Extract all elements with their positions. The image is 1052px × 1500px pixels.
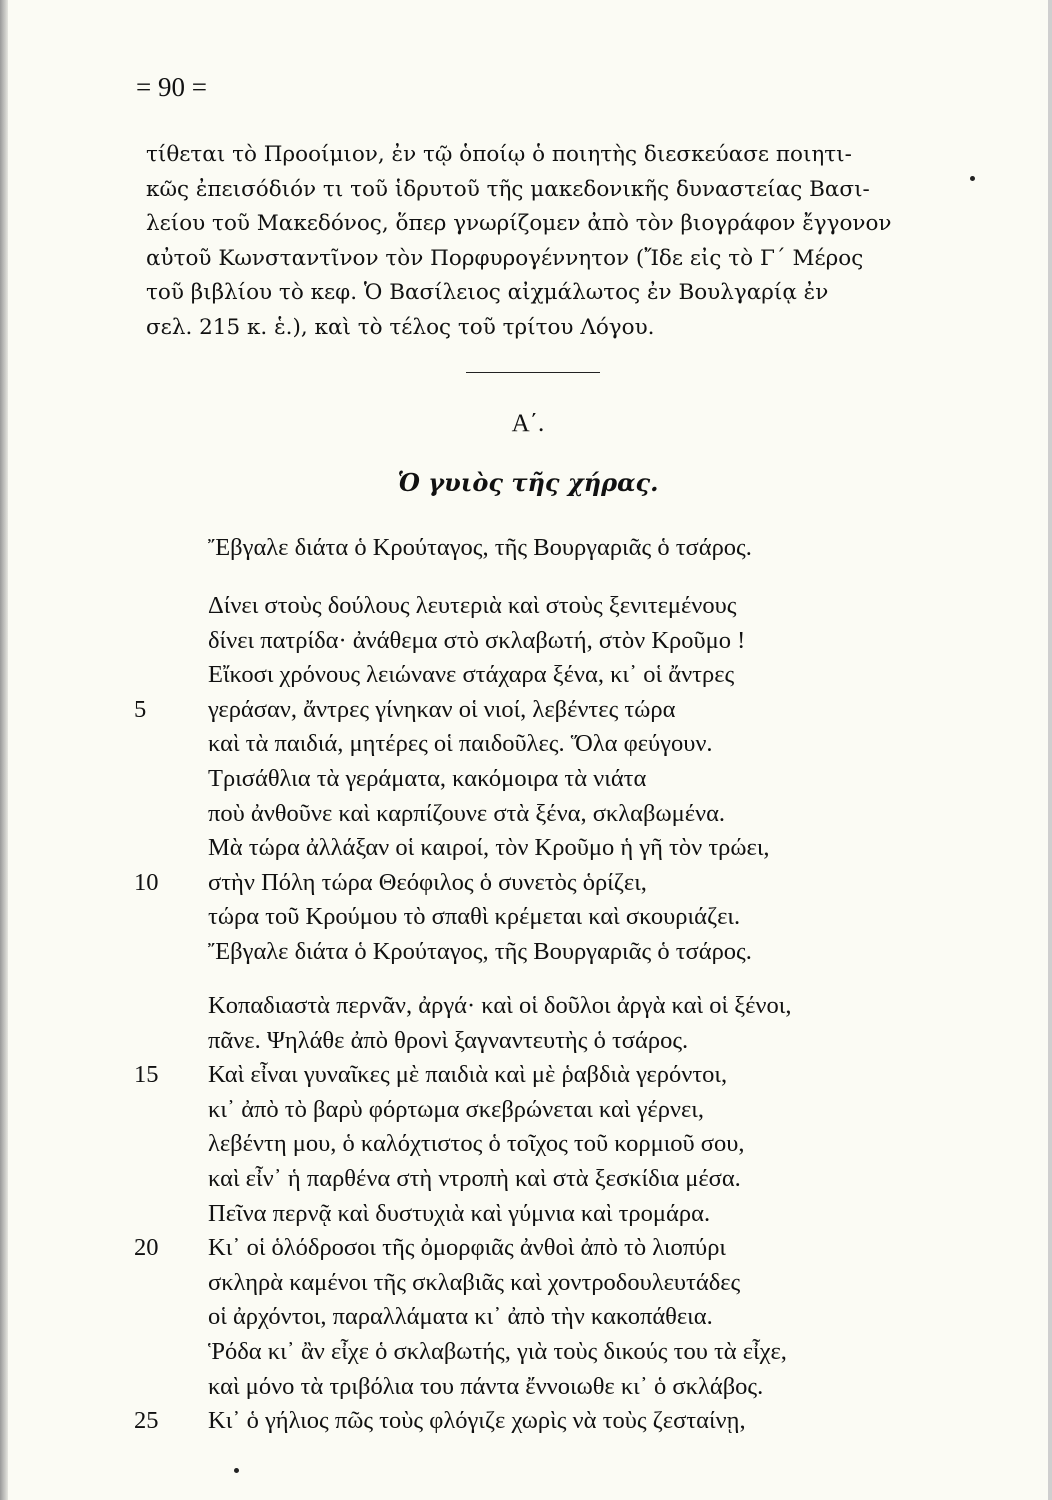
verse-text: ποὺ ἀνθοῦνε καὶ καρπίζουνε στὰ ξένα, σκλαβωμένα. xyxy=(208,799,726,827)
verse-line xyxy=(8,1027,1048,1062)
verse-text: Ἔβγαλε διάτα ὁ Κρούταγος, τῆς Βουργαριᾶς ὁ τσάρος. xyxy=(208,937,752,965)
verse-text: Ἔβγαλε διάτα ὁ Κρούταγος, τῆς Βουργαριᾶς ὁ τσάρος. xyxy=(208,534,752,561)
line-number: 15 xyxy=(134,1061,159,1089)
ink-mark xyxy=(970,176,975,181)
verse-line xyxy=(8,834,1048,869)
verse-line xyxy=(8,1269,1048,1304)
verse-line xyxy=(8,730,1048,765)
verse-line xyxy=(8,1096,1048,1131)
page-number-header: = 90 = xyxy=(136,72,207,102)
verse-text: Πεῖνα περνᾷ καὶ δυστυχιὰ καὶ γύμνια καὶ τρομάρα. xyxy=(208,1199,711,1227)
line-number: 10 xyxy=(134,868,159,896)
ink-mark xyxy=(234,1468,239,1473)
verse-text: γεράσαν, ἄντρες γίνηκαν οἱ νιοί, λεβέντες τώρα xyxy=(208,695,676,723)
intro-line: κῶς ἐπεισόδιόν τι τοῦ ἱδρυτοῦ τῆς μακεδονικῆς δυναστείας Βασι- xyxy=(146,176,870,202)
verse-text: Κι᾽ οἱ ὁλόδροσοι τῆς ὀμορφιᾶς ἀνθοὶ ἀπὸ τὸ λιοπύρι xyxy=(208,1234,727,1262)
verse-text: πᾶνε. Ψηλάθε ἀπὸ θρονὶ ξαγναντευτὴς ὁ τσάρος. xyxy=(208,1026,689,1054)
verse-text: Τρισάθλια τὰ γεράματα, κακόμοιρα τὰ νιάτα xyxy=(208,764,647,792)
line-number: 5 xyxy=(134,695,147,723)
verse-line xyxy=(8,938,1048,973)
intro-line: λείου τοῦ Μακεδόνος, ὅπερ γνωρίζομεν ἀπὸ τὸν βιογράφον ἔγγονον xyxy=(146,211,892,236)
intro-line: αὐτοῦ Κωνσταντῖνον τὸν Πορφυρογέννητον (Ἴδε εἰς τὸ Γ΄ Μέρος xyxy=(146,245,864,271)
verse-text: στὴν Πόλη τώρα Θεόφιλος ὁ συνετὸς ὁρίζει, xyxy=(208,868,647,896)
verse-text: καὶ τὰ παιδιά, μητέρες οἱ παιδοῦλες. Ὅλα φεύγουν. xyxy=(208,730,713,758)
verse-text: Μὰ τώρα ἀλλάξαν οἱ καιροί, τὸν Κροῦμο ἡ γῆ τὸν τρώει, xyxy=(208,834,770,862)
verse-line xyxy=(8,1303,1048,1338)
verse-text: Καὶ εἶναι γυναῖκες μὲ παιδιὰ καὶ μὲ ῥαβδιὰ γερόντοι, xyxy=(208,1061,728,1089)
verse-text: οἱ ἀρχόντοι, παραλλάματα κι᾽ ἀπὸ τὴν κακοπάθεια. xyxy=(208,1303,713,1331)
verse-line xyxy=(8,1234,1048,1269)
verse-line xyxy=(8,992,1048,1027)
stanza-1 xyxy=(8,534,1048,569)
verse-text: τώρα τοῦ Κρούμου τὸ σπαθὶ κρέμεται καὶ σκουριάζει. xyxy=(208,903,741,931)
verse-line xyxy=(8,869,1048,904)
verse-line xyxy=(8,1165,1048,1200)
intro-paragraph xyxy=(146,138,946,345)
verse-line xyxy=(8,534,1048,569)
verse-text: Δίνει στοὺς δούλους λευτεριὰ καὶ στοὺς ξενιτεμένους xyxy=(208,592,737,619)
section-number: Α΄. xyxy=(511,410,545,437)
verse-line xyxy=(8,1061,1048,1096)
poem-title: Ὁ γυιὸς τῆς χήρας. xyxy=(397,468,659,497)
verse-line xyxy=(8,1338,1048,1373)
stanza-3 xyxy=(8,992,1048,1442)
verse-text: σκληρὰ καμένοι τῆς σκλαβιᾶς καὶ χοντροδουλευτάδες xyxy=(208,1268,741,1296)
verse-text: λεβέντη μου, ὁ καλόχτιστος ὁ τοῖχος τοῦ κορμιοῦ σου, xyxy=(208,1130,745,1158)
verse-text: κι᾽ ἀπὸ τὸ βαρὺ φόρτωμα σκεβρώνεται καὶ γέρνει, xyxy=(208,1095,705,1123)
verse-line xyxy=(8,765,1048,800)
verse-text: καὶ μόνο τὰ τριβόλια του πάντα ἔννοιωθε κι᾽ ὁ σκλάβος. xyxy=(208,1372,764,1400)
verse-text: Ῥόδα κι᾽ ἂν εἶχε ὁ σκλαβωτής, γιὰ τοὺς δικούς του τὰ εἶχε, xyxy=(208,1337,787,1365)
verse-line xyxy=(8,696,1048,731)
page-edge-shadow xyxy=(0,0,8,1500)
verse-line xyxy=(8,592,1048,627)
line-number: 20 xyxy=(134,1234,159,1262)
verse-text: Κι᾽ ὁ γήλιος πῶς τοὺς φλόγιζε χωρὶς νὰ τοὺς ζεσταίνῃ, xyxy=(208,1407,746,1435)
verse-text: καὶ εἶν᾽ ἡ παρθένα στὴ ντροπὴ καὶ στὰ ξεσκίδια μέσα. xyxy=(208,1164,741,1192)
verse-line xyxy=(8,661,1048,696)
verse-line xyxy=(8,800,1048,835)
verse-line xyxy=(8,903,1048,938)
intro-line: τίθεται τὸ Προοίμιον, ἐν τῷ ὁποίῳ ὁ ποιητὴς διεσκεύασε ποιητι- xyxy=(146,142,852,167)
verse-line xyxy=(8,1407,1048,1442)
verse-line xyxy=(8,1373,1048,1408)
verse-text: δίνει πατρίδα· ἀνάθεμα στὸ σκλαβωτή, στὸν Κροῦμο ! xyxy=(208,626,746,654)
verse-line xyxy=(8,1130,1048,1165)
intro-line: τοῦ βιβλίου τὸ κεφ. Ὁ Βασίλειος αἰχμάλωτος ἐν Βουλγαρίᾳ ἐν xyxy=(146,280,829,305)
verse-text: Εἴκοσι χρόνους λειώνανε στάχαρα ξένα, κι᾽ οἱ ἄντρες xyxy=(208,661,735,689)
section-divider-rule xyxy=(466,372,600,373)
intro-line: σελ. 215 κ. ἑ.), καὶ τὸ τέλος τοῦ τρίτου Λόγου. xyxy=(146,314,655,340)
line-number: 25 xyxy=(134,1407,159,1435)
book-page xyxy=(8,0,1048,1500)
verse-line xyxy=(8,1200,1048,1235)
verse-text: Κοπαδιαστὰ περνᾶν, ἀργά· καὶ οἱ δοῦλοι ἀργὰ καὶ οἱ ξένοι, xyxy=(208,992,792,1019)
stanza-2 xyxy=(8,592,1048,973)
verse-line xyxy=(8,627,1048,662)
